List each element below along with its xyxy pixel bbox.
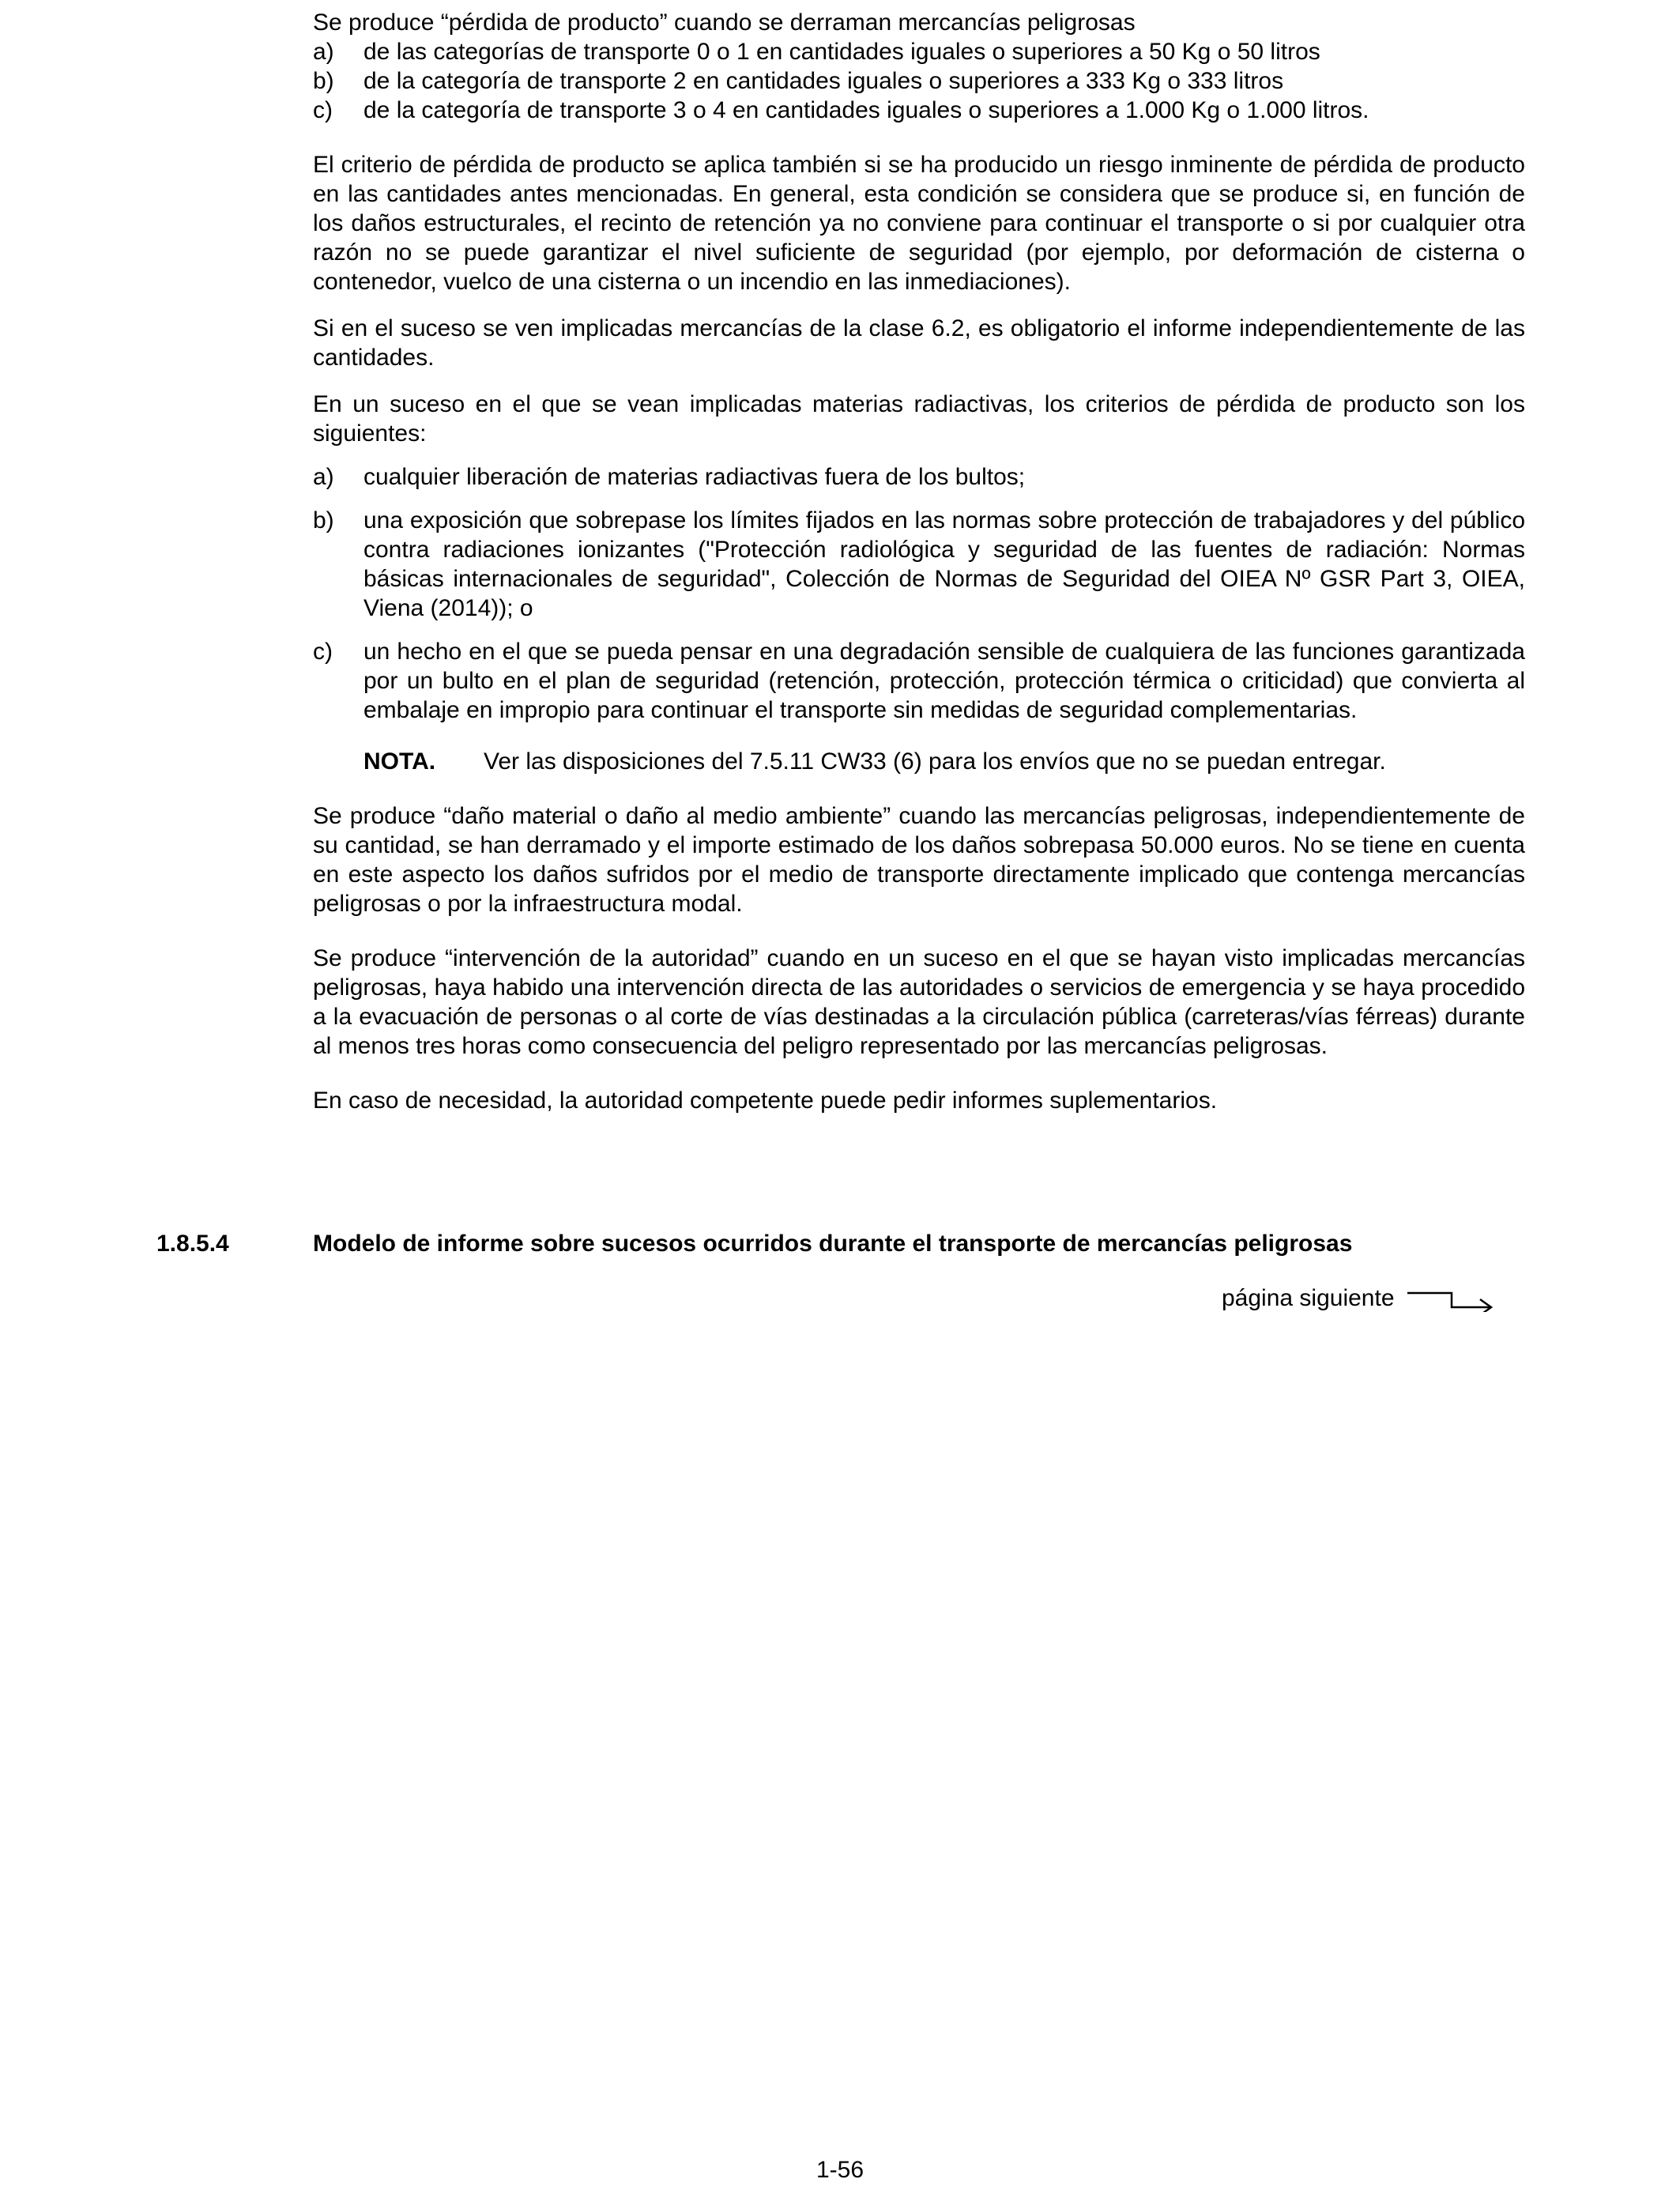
list-text: cualquier liberación de materias radiactivas fuera de los bultos; (363, 464, 1026, 490)
paragraph-criterio: El criterio de pérdida de producto se aplica también si se ha producido un riesgo inminente de pérdida de producto en las cantidades antes mencionadas. En general, esta condición se considera que se produce si, en función de los daños estructurales, el recinto de retención ya no conviene para continuar el transporte o si por cualquier otra razón no se puede garantizar el nivel suficiente de seguridad (por ejemplo, por deformación de cisterna o contenedor, vuelco de una cisterna o un incendio en las inmediaciones). (313, 152, 1525, 295)
list-text: una exposición que sobrepase los límites fijados en las normas sobre protección de trabajadores y del público contra radiaciones ionizantes ("Protección radiológica y seguridad de las fuentes de radiación: Normas básicas internacionales de seguridad", Colección de Normas de Seguridad del OIEA Nº GSR Part 3, OIEA, Viena (2014)); o (363, 507, 1525, 621)
list-item (313, 637, 1525, 725)
list-letter: a) (313, 464, 334, 490)
list-text: de la categoría de transporte 2 en cantidades iguales o superiores a 333 Kg o 333 litros (363, 68, 1284, 94)
section-heading (156, 1229, 1531, 1258)
transport-category-list (313, 37, 1525, 125)
list-text: de las categorías de transporte 0 o 1 en cantidades iguales o superiores a 50 Kg o 50 litros (363, 39, 1320, 65)
arrow-right-icon (1406, 1285, 1494, 1312)
paragraph-intervencion: Se produce “intervención de la autoridad” cuando en un suceso en el que se hayan visto implicadas mercancías peligrosas, haya habido una intervención directa de las autoridades o servicios de emergencia y se haya procedido a la evacuación de personas o al corte de vías destinadas a la circulación pública (carreteras/vías férreas) durante al menos tres horas como consecuencia del peligro representado por las mercancías peligrosas. (313, 945, 1525, 1059)
list-letter: c) (313, 639, 333, 665)
paragraph-clase-6-2: Si en el suceso se ven implicadas mercancías de la clase 6.2, es obligatorio el informe independientemente de las cantidades. (313, 315, 1525, 371)
nota (313, 747, 1525, 776)
page-number: 1-56 (816, 2157, 864, 2183)
next-page-indicator (1222, 1284, 1494, 1313)
paragraph-radiactivas: En un suceso en el que se vean implicadas materias radiactivas, los criterios de pérdida de producto son los siguientes: (313, 391, 1525, 447)
list-text: de la categoría de transporte 3 o 4 en cantidades iguales o superiores a 1.000 Kg o 1.000 litros. (363, 97, 1369, 123)
list-letter: a) (313, 39, 334, 65)
list-item (313, 66, 1525, 96)
list-item (313, 96, 1525, 125)
list-item (313, 506, 1525, 623)
intro-lead: Se produce “pérdida de producto” cuando se derraman mercancías peligrosas (313, 9, 1136, 36)
section-title: Modelo de informe sobre sucesos ocurridos durante el transporte de mercancías peligrosas (313, 1231, 1353, 1257)
radiactivas-list (313, 462, 1525, 725)
list-item (313, 37, 1525, 66)
next-page-label: página siguiente (1222, 1285, 1395, 1311)
list-letter: b) (313, 68, 334, 94)
nota-label: NOTA. (363, 748, 436, 775)
list-item (313, 462, 1525, 492)
list-letter: b) (313, 507, 334, 533)
paragraph-necesidad: En caso de necesidad, la autoridad competente puede pedir informes suplementarios. (313, 1088, 1218, 1114)
list-letter: c) (313, 97, 333, 123)
paragraph-dano: Se produce “daño material o daño al medio ambiente” cuando las mercancías peligrosas, independientemente de su cantidad, se han derramado y el importe estimado de los daños sobrepasa 50.000 euros. No se tiene en cuenta en este aspecto los daños sufridos por el medio de transporte directamente implicado que contenga mercancías peligrosas o por la infraestructura modal. (313, 803, 1525, 917)
list-text: un hecho en el que se pueda pensar en una degradación sensible de cualquiera de las funciones garantizada por un bulto en el plan de seguridad (retención, protección, protección térmica o criticidad) que convierta al embalaje en impropio para continuar el transporte sin medidas de seguridad complementarias. (363, 639, 1525, 723)
section-number: 1.8.5.4 (156, 1231, 229, 1257)
document-body (313, 8, 1525, 1115)
nota-text: Ver las disposiciones del 7.5.11 CW33 (6) para los envíos que no se puedan entregar. (484, 748, 1386, 775)
